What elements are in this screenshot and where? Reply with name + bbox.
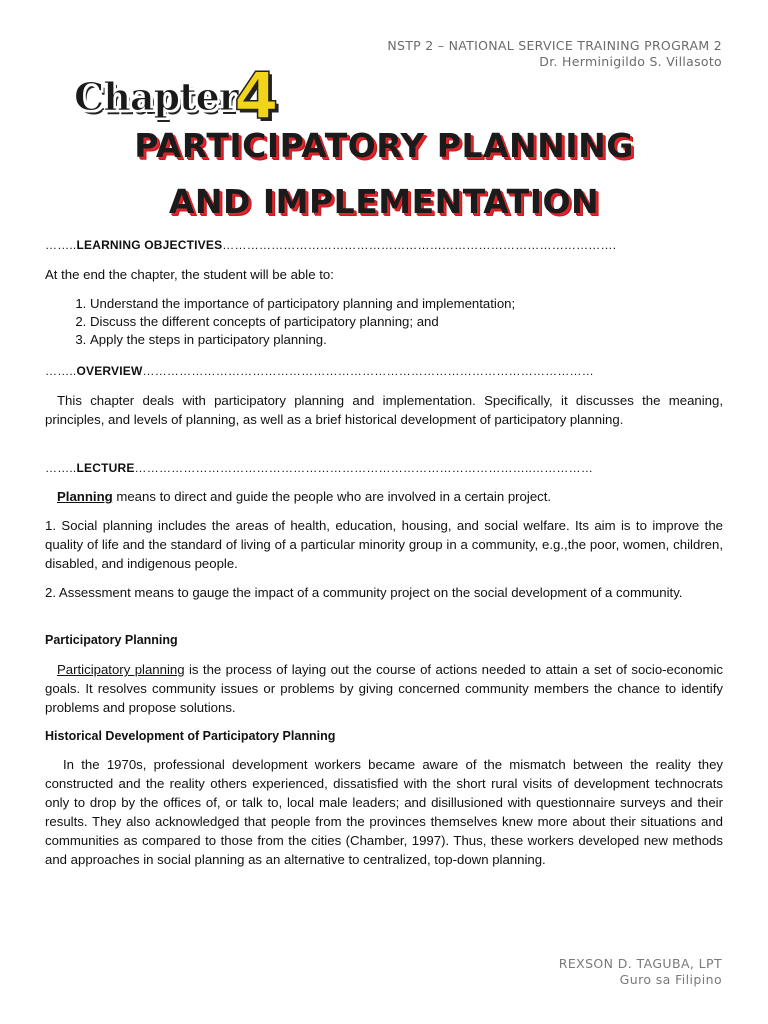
page-title-line-2: AND IMPLEMENTATION bbox=[168, 182, 600, 221]
participatory-planning-term: Participatory planning bbox=[57, 662, 185, 677]
page-title-line-1: PARTICIPATORY PLANNING bbox=[134, 126, 634, 165]
heading-text: OVERVIEW bbox=[76, 364, 143, 378]
page-header bbox=[387, 38, 722, 70]
instructor-name: Dr. Herminigildo S. Villasoto bbox=[539, 54, 722, 69]
planning-def-text: means to direct and guide the people who are involved in a certain project. bbox=[112, 489, 552, 504]
overview-paragraph: This chapter deals with participatory planning and implementation. Specifically, it discusses the meaning, principles, and levels of planning, as well as a brief historical development of participatory planning. bbox=[45, 393, 723, 427]
participatory-planning-heading: Participatory Planning bbox=[45, 633, 178, 647]
page-footer bbox=[559, 956, 722, 988]
heading-text: LEARNING OBJECTIVES bbox=[76, 238, 223, 252]
planning-definition bbox=[45, 487, 723, 506]
heading-dots: ………………………………………………………………………………………………… bbox=[142, 364, 594, 378]
heading-leader: …….. bbox=[45, 238, 77, 252]
objectives-list bbox=[45, 295, 768, 349]
heading-leader: …….. bbox=[45, 461, 77, 475]
historical-development-heading: Historical Development of Participatory Planning bbox=[45, 729, 336, 743]
objectives-intro: At the end the chapter, the student will be able to: bbox=[45, 267, 334, 282]
point-assessment: 2. Assessment means to gauge the impact of a community project on the social development of a community. bbox=[45, 585, 683, 600]
overview-heading bbox=[45, 362, 723, 381]
list-item: 3. Apply the steps in participatory planning. bbox=[90, 331, 768, 349]
chapter-number: 4 bbox=[234, 60, 279, 134]
list-item: 1. Understand the importance of participatory planning and implementation; bbox=[90, 295, 768, 313]
list-item: 2. Discuss the different concepts of participatory planning; and bbox=[90, 313, 768, 331]
participatory-planning-definition bbox=[45, 660, 723, 717]
footer-role: Guro sa Filipino bbox=[619, 972, 722, 987]
course-name: NSTP 2 – NATIONAL SERVICE TRAINING PROGRAM 2 bbox=[387, 38, 722, 53]
historical-development-paragraph: In the 1970s, professional development workers became aware of the mismatch between the reality they constructed and the reality others experienced, dissatisfied with the short rural visits of development technocrats only to drop by the offices of, or talk to, local male leaders; and disillusioned with questionnaire surveys and their results. They also acknowledged that people from the provinces themselves knew more about their situations and communities as compared to those from the cities (Chamber, 1997). Thus, these workers developed new methods and approaches in social planning as an alternative to centralized, top-down planning. bbox=[45, 757, 723, 867]
lecture-heading bbox=[45, 459, 723, 478]
heading-dots: ……………………………………………………………………………………..…………… bbox=[134, 461, 594, 475]
heading-leader: …….. bbox=[45, 364, 77, 378]
heading-dots: ……………………………………………………………………………………. bbox=[222, 238, 617, 252]
footer-author: REXSON D. TAGUBA, LPT bbox=[558, 956, 722, 971]
heading-text: LECTURE bbox=[76, 461, 135, 475]
planning-term: Planning bbox=[57, 489, 113, 504]
objectives-heading bbox=[45, 236, 723, 255]
pp-def-text: is the process of laying out the course of actions needed to attain a set of socio-economic goals. It resolves community issues or problems by giving concerned community members the chance to identify problems and propose solutions. bbox=[45, 662, 723, 715]
point-social-planning: 1. Social planning includes the areas of health, education, housing, and social welfare. Its aim is to improve the quality of life and the standard of living of a particular minority group in a community, e.g.,the poor, women, children, disabled, and indigenous people. bbox=[45, 518, 723, 571]
chapter-word: Chapter bbox=[74, 74, 238, 119]
